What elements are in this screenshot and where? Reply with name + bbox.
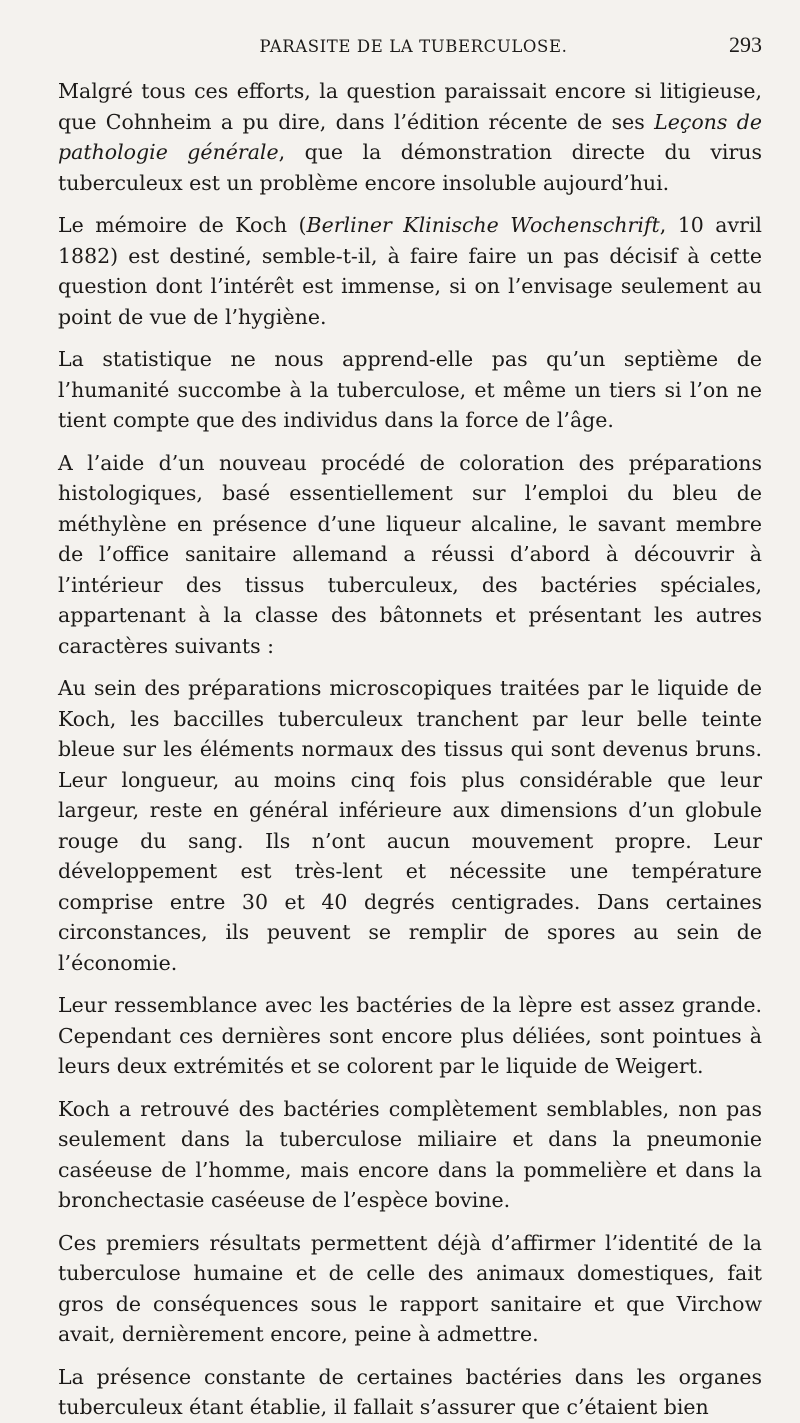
- paragraph-5: [58, 673, 762, 978]
- paragraph-8: [58, 1228, 762, 1350]
- text-run: Malgré tous ces efforts, la question paraissait encore si litigieuse, que Cohnheim a pu dire, dans l’édition récente de ses: [58, 79, 762, 134]
- text-run: Koch a retrouvé des bactéries complètement semblables, non pas seulement dans la tuberculose miliaire et dans la pneumonie caséeuse de l’homme, mais encore dans la pommelière et dans la bronchectasie caséeuse de l’espèce bovine.: [58, 1096, 762, 1212]
- body-text: [58, 76, 762, 1423]
- page-number: 293: [729, 32, 762, 57]
- page-header: [58, 32, 762, 76]
- paragraph-2: [58, 210, 762, 332]
- text-run: , que la démonstration directe du virus tuberculeux est un problème encore insoluble aujourd’hui.: [58, 140, 762, 195]
- paragraph-9: [58, 1362, 762, 1423]
- text-run: A l’aide d’un nouveau procédé de coloration des préparations histologiques, basé essentiellement sur l’emploi du bleu de méthylène en présence d’une liqueur alcaline, le savant membre de l’office sanitaire allemand a réussi d’abord à découvrir à l’intérieur des tissus tuberculeux, des bactéries spéciales, appartenant à la classe des bâtonnets et présentant les autres caractères suivants :: [58, 450, 762, 658]
- text-run: La statistique ne nous apprend-elle pas qu’un septième de l’humanité succombe à la tuberculose, et même un tiers si l’on ne tient compte que des individus dans la force de l’âge.: [58, 347, 762, 432]
- paragraph-7: [58, 1094, 762, 1216]
- paragraph-3: [58, 344, 762, 436]
- paragraph-1: [58, 76, 762, 198]
- italic-title: Berliner Klinische Wochenschrift: [306, 213, 660, 237]
- paragraph-4: [58, 448, 762, 662]
- paragraph-6: [58, 990, 762, 1082]
- running-head: PARASITE DE LA TUBERCULOSE.: [259, 37, 568, 56]
- text-run: Leur ressemblance avec les bactéries de la lèpre est assez grande. Cependant ces dernières sont encore plus déliées, sont pointues à leurs deux extrémités et se colorent par le liquide de Weigert.: [58, 993, 762, 1078]
- text-run: Le mémoire de Koch (: [58, 213, 307, 237]
- text-run: , 10 avril 1882) est destiné, semble-t-il, à faire faire un pas décisif à cette question dont l’intérêt est immense, si on l’envisage seulement au point de vue de l’hygiène.: [58, 213, 762, 329]
- text-run: La présence constante de certaines bactéries dans les organes tuberculeux étant établie, il fallait s’assurer que c’étaient bien: [58, 1364, 762, 1419]
- italic-title: Leçons de pathologie générale: [58, 109, 762, 164]
- text-run: Au sein des préparations microscopiques traitées par le liquide de Koch, les baccilles tuberculeux tranchent par leur belle teinte bleue sur les éléments normaux des tissus qui sont devenus bruns. Leur longueur, au moins cinq fois plus considérable que leur largeur, reste en général inférieure aux dimensions d’un globule rouge du sang. Ils n’ont aucun mouvement propre. Leur développement est très-lent et nécessite une température comprise entre 30 et 40 degrés centigrades. Dans certaines circonstances, ils peuvent se remplir de spores au sein de l’économie.: [58, 676, 762, 975]
- text-run: Ces premiers résultats permettent déjà d’affirmer l’identité de la tuberculose humaine et de celle des animaux domestiques, fait gros de conséquences sous le rapport sanitaire et que Virchow avait, dernièrement encore, peine à admettre.: [58, 1230, 762, 1346]
